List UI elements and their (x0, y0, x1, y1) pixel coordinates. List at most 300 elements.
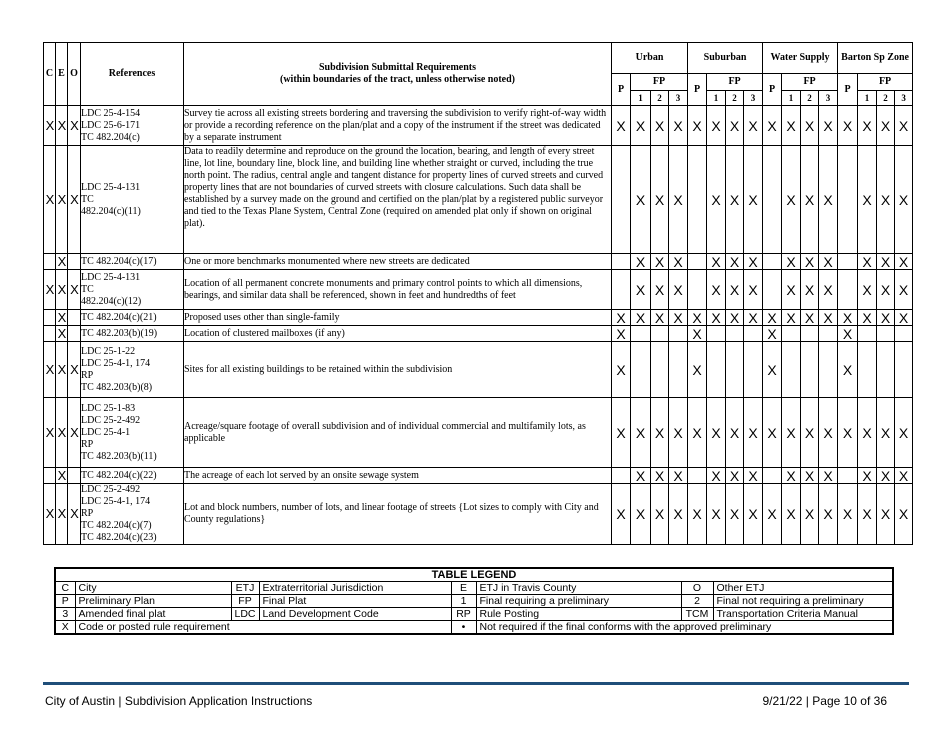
requirement-mark-cell: X (895, 398, 913, 468)
requirement-mark-cell: X (669, 398, 688, 468)
legend-meaning: Not required if the final conforms with the approved preliminary (476, 621, 893, 635)
legend-code: FP (231, 595, 259, 608)
reference-line: TC 482.204(c) (81, 131, 140, 143)
requirement-mark-cell: X (726, 484, 744, 545)
fp-header: FP (631, 74, 688, 91)
requirement-mark-cell: X (877, 310, 895, 326)
requirement-mark-cell: X (651, 310, 669, 326)
requirement-mark-cell: X (726, 270, 744, 310)
jurisdiction-e-cell: X (56, 106, 68, 146)
requirement-mark-cell: X (801, 106, 819, 146)
legend-code: E (451, 582, 476, 595)
jurisdiction-e-cell: X (56, 326, 68, 342)
fp-col-3-header: 3 (669, 91, 688, 106)
fp-col-1-header: 1 (707, 91, 726, 106)
reference-line: TC 482.204(c)(22) (81, 469, 157, 481)
requirement-mark-cell (877, 326, 895, 342)
p-header: P (763, 74, 782, 106)
requirement-mark-cell: X (838, 342, 858, 398)
legend-code: P (55, 595, 75, 608)
requirement-mark-cell: X (707, 254, 726, 270)
table-row (44, 342, 913, 398)
legend-code: LDC (231, 608, 259, 621)
requirement-mark-cell: X (877, 484, 895, 545)
jurisdiction-e-cell: X (56, 146, 68, 254)
legend-meaning: Extraterritorial Jurisdiction (259, 582, 451, 595)
requirement-mark-cell: X (688, 342, 707, 398)
col-o-header: O (68, 43, 81, 106)
fp-col-3-header: 3 (744, 91, 763, 106)
legend-code: TCM (681, 608, 713, 621)
jurisdiction-c-cell: X (44, 146, 56, 254)
requirement-mark-cell (838, 270, 858, 310)
requirement-mark-cell (612, 468, 631, 484)
table-row (44, 270, 913, 310)
legend-row (55, 621, 893, 635)
requirement-mark-cell (612, 146, 631, 254)
requirement-mark-cell: X (763, 342, 782, 398)
requirement-mark-cell: X (726, 106, 744, 146)
reference-line: LDC 25-1-83 (81, 402, 136, 414)
jurisdiction-o-cell: X (68, 270, 81, 310)
legend-row (55, 608, 893, 621)
p-header: P (612, 74, 631, 106)
reference-line: RP (81, 508, 94, 519)
jurisdiction-o-cell: X (68, 484, 81, 545)
requirement-mark-cell: X (688, 106, 707, 146)
requirement-mark-cell (895, 342, 913, 398)
requirement-mark-cell: X (858, 106, 877, 146)
requirement-mark-cell: X (631, 468, 651, 484)
requirement-mark-cell: X (744, 310, 763, 326)
fp-header: FP (782, 74, 838, 91)
reference-line: LDC 25-4-131 (81, 271, 141, 283)
legend-title: TABLE LEGEND (55, 568, 893, 582)
requirement-mark-cell: X (819, 270, 838, 310)
jurisdiction-c-cell: X (44, 270, 56, 310)
table-legend (54, 567, 894, 635)
requirement-mark-cell: X (801, 254, 819, 270)
legend-code: ETJ (231, 582, 259, 595)
requirement-mark-cell (895, 326, 913, 342)
table-row (44, 468, 913, 484)
legend-code: X (55, 621, 75, 635)
requirement-mark-cell: X (763, 326, 782, 342)
requirement-mark-cell (782, 342, 801, 398)
requirement-mark-cell: X (651, 270, 669, 310)
requirement-mark-cell (838, 254, 858, 270)
requirement-mark-cell: X (895, 254, 913, 270)
reference-line: LDC 25-4-1 (81, 426, 131, 438)
legend-row (55, 595, 893, 608)
reference-line: LDC 25-4-154 (81, 107, 141, 119)
requirement-mark-cell (801, 326, 819, 342)
requirement-mark-cell: X (838, 106, 858, 146)
requirement-description: Proposed uses other than single-family (184, 310, 612, 326)
requirement-mark-cell: X (895, 270, 913, 310)
requirement-mark-cell: X (669, 106, 688, 146)
footer-document-title: City of Austin | Subdivision Application Instructions (45, 694, 313, 708)
reference-line: TC 482.203(b)(19) (81, 327, 158, 339)
requirements-header-line2: (within boundaries of the tract, unless otherwise noted) (280, 74, 515, 85)
jurisdiction-c-cell: X (44, 484, 56, 545)
col-c-header: C (44, 43, 56, 106)
references-cell (81, 342, 184, 398)
requirement-mark-cell: X (707, 484, 726, 545)
table-row (44, 254, 913, 270)
requirement-mark-cell: X (744, 146, 763, 254)
jurisdiction-o-cell (68, 254, 81, 270)
requirement-mark-cell: X (763, 310, 782, 326)
requirement-mark-cell: X (895, 146, 913, 254)
requirement-mark-cell: X (801, 398, 819, 468)
fp-col-2-header: 2 (651, 91, 669, 106)
references-cell (81, 310, 184, 326)
requirement-mark-cell (726, 342, 744, 398)
requirement-mark-cell (669, 326, 688, 342)
requirement-description: One or more benchmarks monumented where new streets are dedicated (184, 254, 612, 270)
requirement-mark-cell: X (651, 106, 669, 146)
requirement-mark-cell: X (877, 146, 895, 254)
requirements-header-line1: Subdivision Submittal Requirements (318, 62, 477, 73)
requirement-mark-cell: X (877, 468, 895, 484)
reference-line: LDC 25-6-171 (81, 119, 141, 131)
requirement-mark-cell: X (651, 146, 669, 254)
legend-meaning: Code or posted rule requirement (75, 621, 451, 635)
requirement-mark-cell: X (782, 468, 801, 484)
requirement-mark-cell: X (612, 484, 631, 545)
requirement-mark-cell: X (726, 398, 744, 468)
requirement-mark-cell: X (782, 398, 801, 468)
fp-col-1-header: 1 (782, 91, 801, 106)
requirement-mark-cell: X (877, 106, 895, 146)
requirement-mark-cell: X (782, 106, 801, 146)
requirement-mark-cell (838, 146, 858, 254)
requirement-mark-cell: X (819, 254, 838, 270)
references-cell (81, 146, 184, 254)
jurisdiction-o-cell (68, 468, 81, 484)
requirement-mark-cell: X (782, 146, 801, 254)
table-row (44, 398, 913, 468)
references-cell (81, 106, 184, 146)
jurisdiction-o-cell: X (68, 146, 81, 254)
jurisdiction-c-cell (44, 326, 56, 342)
fp-col-2-header: 2 (877, 91, 895, 106)
requirement-mark-cell: X (707, 106, 726, 146)
requirement-mark-cell: X (858, 484, 877, 545)
requirement-mark-cell: X (612, 326, 631, 342)
requirement-mark-cell: X (895, 468, 913, 484)
requirement-mark-cell (858, 342, 877, 398)
requirement-mark-cell: X (669, 146, 688, 254)
reference-line: TC 482.204(c)(21) (81, 311, 157, 323)
requirement-mark-cell: X (819, 468, 838, 484)
reference-line: TC 482.203(b)(11) (81, 450, 157, 462)
reference-line: 482.204(c)(12) (81, 295, 142, 307)
col-e-header: E (56, 43, 68, 106)
legend-code: RP (451, 608, 476, 621)
requirement-mark-cell (858, 326, 877, 342)
requirement-mark-cell: X (631, 398, 651, 468)
requirement-mark-cell: X (763, 484, 782, 545)
requirement-mark-cell: X (838, 398, 858, 468)
requirement-mark-cell: X (801, 310, 819, 326)
requirement-mark-cell (782, 326, 801, 342)
references-header: References (81, 43, 184, 106)
requirement-mark-cell (763, 270, 782, 310)
jurisdiction-e-cell: X (56, 484, 68, 545)
jurisdiction-e-cell: X (56, 398, 68, 468)
requirement-mark-cell: X (707, 310, 726, 326)
requirement-mark-cell (877, 342, 895, 398)
submittal-requirements-table (43, 42, 913, 545)
requirement-mark-cell: X (763, 398, 782, 468)
requirement-mark-cell: X (782, 270, 801, 310)
requirement-mark-cell (688, 254, 707, 270)
reference-line: LDC 25-1-22 (81, 345, 136, 357)
p-header: P (688, 74, 707, 106)
requirement-mark-cell: X (782, 254, 801, 270)
requirement-mark-cell: X (612, 342, 631, 398)
references-cell (81, 484, 184, 545)
requirement-mark-cell: X (707, 270, 726, 310)
requirement-mark-cell (688, 146, 707, 254)
requirement-mark-cell: X (801, 468, 819, 484)
requirement-mark-cell (744, 326, 763, 342)
requirement-mark-cell (669, 342, 688, 398)
requirement-mark-cell: X (838, 310, 858, 326)
requirements-header (184, 43, 612, 106)
requirement-description: Survey tie across all existing streets bordering and traversing the subdivision to verify right-of-way width or provide a recording reference on the plan/plat and a copy of the instrument if the street was dedicated by a separate instrument (184, 106, 612, 146)
fp-header: FP (707, 74, 763, 91)
reference-line: LDC 25-4-1, 174 (81, 357, 151, 369)
reference-line: TC 482.203(b)(8) (81, 381, 153, 393)
requirement-description: Data to readily determine and reproduce on the ground the location, bearing, and length of every street line, lot line, boundary line, block line, and building line whether straight or curved, including the true north point. The radius, central angle and tangent distance for property lines of curved streets and curved property lines that are not boundaries of curved streets with closure calculations. Such data shall be established by a survey made on the ground and certified on the plan/plat by a registered public surveyor and tied to the Texas Plane System, Central Zone (required on amended plat only if shown on original plat). (184, 146, 612, 254)
legend-code: 3 (55, 608, 75, 621)
requirement-mark-cell: X (895, 484, 913, 545)
fp-col-3-header: 3 (895, 91, 913, 106)
reference-line: 482.204(c)(11) (81, 205, 141, 217)
fp-header: FP (858, 74, 913, 91)
requirement-description: Sites for all existing buildings to be retained within the subdivision (184, 342, 612, 398)
requirement-mark-cell: X (688, 398, 707, 468)
requirement-mark-cell (763, 468, 782, 484)
requirement-mark-cell: X (744, 484, 763, 545)
requirement-mark-cell (651, 342, 669, 398)
requirement-mark-cell: X (669, 310, 688, 326)
jurisdiction-c-cell (44, 468, 56, 484)
requirement-description: Location of clustered mailboxes (if any) (184, 326, 612, 342)
reference-line: TC (81, 193, 94, 205)
requirement-mark-cell: X (877, 254, 895, 270)
legend-bullet-icon: • (451, 621, 476, 635)
requirement-mark-cell: X (669, 254, 688, 270)
requirement-mark-cell: X (669, 484, 688, 545)
jurisdiction-o-cell: X (68, 106, 81, 146)
fp-col-2-header: 2 (801, 91, 819, 106)
requirements-rows (44, 106, 913, 545)
fp-col-1-header: 1 (858, 91, 877, 106)
requirement-mark-cell (612, 270, 631, 310)
requirement-mark-cell: X (651, 484, 669, 545)
requirement-mark-cell (838, 468, 858, 484)
jurisdiction-o-cell: X (68, 342, 81, 398)
references-cell (81, 270, 184, 310)
legend-code: 2 (681, 595, 713, 608)
requirement-mark-cell: X (631, 254, 651, 270)
requirement-mark-cell: X (858, 310, 877, 326)
requirement-mark-cell: X (612, 310, 631, 326)
requirement-mark-cell (819, 326, 838, 342)
requirement-mark-cell (707, 342, 726, 398)
legend-meaning: Transportation Criteria Manual (713, 608, 893, 621)
requirement-mark-cell: X (801, 146, 819, 254)
requirement-mark-cell: X (819, 310, 838, 326)
requirement-mark-cell: X (819, 146, 838, 254)
group-urban-header: Urban (612, 43, 688, 74)
reference-line: TC 482.204(c)(7) (81, 520, 152, 531)
requirement-mark-cell: X (688, 484, 707, 545)
requirement-mark-cell (763, 146, 782, 254)
table-row (44, 326, 913, 342)
jurisdiction-c-cell (44, 254, 56, 270)
requirement-mark-cell: X (669, 468, 688, 484)
requirement-mark-cell (631, 326, 651, 342)
fp-col-3-header: 3 (819, 91, 838, 106)
legend-meaning: ETJ in Travis County (476, 582, 681, 595)
table-row (44, 310, 913, 326)
requirement-mark-cell: X (895, 106, 913, 146)
jurisdiction-e-cell: X (56, 270, 68, 310)
references-cell (81, 254, 184, 270)
group-water-supply-header: Water Supply (763, 43, 838, 74)
requirement-mark-cell: X (744, 398, 763, 468)
jurisdiction-e-cell: X (56, 254, 68, 270)
requirement-mark-cell: X (612, 106, 631, 146)
requirement-mark-cell: X (631, 146, 651, 254)
requirement-mark-cell: X (858, 254, 877, 270)
requirement-mark-cell (688, 270, 707, 310)
table-row (44, 106, 913, 146)
legend-row (55, 582, 893, 595)
requirement-mark-cell (688, 468, 707, 484)
requirement-mark-cell: X (838, 326, 858, 342)
requirement-mark-cell: X (895, 310, 913, 326)
requirement-mark-cell: X (782, 484, 801, 545)
fp-col-2-header: 2 (726, 91, 744, 106)
requirement-mark-cell: X (858, 468, 877, 484)
fp-col-1-header: 1 (631, 91, 651, 106)
legend-meaning: Land Development Code (259, 608, 451, 621)
requirement-mark-cell (744, 342, 763, 398)
requirement-description: Location of all permanent concrete monuments and primary control points to which all dimensions, bearings, and similar data shall be referenced, shown in feet and hundredths of feet (184, 270, 612, 310)
requirement-mark-cell (612, 254, 631, 270)
jurisdiction-c-cell: X (44, 106, 56, 146)
requirement-description: Lot and block numbers, number of lots, and linear footage of streets {Lot sizes to comply with City and County regulations} (184, 484, 612, 545)
requirement-mark-cell: X (744, 468, 763, 484)
reference-line: RP (81, 438, 94, 450)
jurisdiction-e-cell: X (56, 342, 68, 398)
legend-code: C (55, 582, 75, 595)
legend-meaning: Preliminary Plan (75, 595, 231, 608)
jurisdiction-o-cell (68, 310, 81, 326)
requirement-mark-cell: X (707, 468, 726, 484)
legend-meaning: Final not requiring a preliminary (713, 595, 893, 608)
requirement-mark-cell: X (858, 270, 877, 310)
requirement-mark-cell: X (744, 270, 763, 310)
requirement-mark-cell: X (801, 484, 819, 545)
reference-line: RP (81, 369, 94, 381)
jurisdiction-c-cell: X (44, 342, 56, 398)
requirement-mark-cell: X (631, 106, 651, 146)
references-cell (81, 326, 184, 342)
legend-code: 1 (451, 595, 476, 608)
requirement-mark-cell: X (707, 398, 726, 468)
requirement-mark-cell: X (612, 398, 631, 468)
requirement-mark-cell: X (688, 310, 707, 326)
jurisdiction-o-cell (68, 326, 81, 342)
reference-line: LDC 25-4-1, 174 (81, 496, 151, 507)
requirement-mark-cell: X (801, 270, 819, 310)
table-row (44, 146, 913, 254)
reference-line: LDC 25-2-492 (81, 414, 141, 426)
requirement-mark-cell (726, 326, 744, 342)
requirement-mark-cell: X (877, 398, 895, 468)
requirement-mark-cell: X (782, 310, 801, 326)
legend-meaning: Amended final plat (75, 608, 231, 621)
jurisdiction-o-cell: X (68, 398, 81, 468)
requirement-mark-cell: X (858, 146, 877, 254)
references-cell (81, 468, 184, 484)
requirement-mark-cell: X (744, 254, 763, 270)
requirement-mark-cell: X (669, 270, 688, 310)
requirement-mark-cell: X (631, 270, 651, 310)
legend-body (55, 568, 893, 634)
requirement-description: Acreage/square footage of overall subdivision and of individual commercial and multifamily lots, as applicable (184, 398, 612, 468)
requirement-mark-cell: X (726, 468, 744, 484)
table-row (44, 484, 913, 545)
footer-page-info: 9/21/22 | Page 10 of 36 (762, 694, 887, 708)
reference-line: TC 482.204(c)(23) (81, 532, 157, 543)
requirement-mark-cell: X (819, 398, 838, 468)
legend-meaning: Final Plat (259, 595, 451, 608)
jurisdiction-e-cell: X (56, 310, 68, 326)
requirement-mark-cell (631, 342, 651, 398)
requirement-description: The acreage of each lot served by an onsite sewage system (184, 468, 612, 484)
requirement-mark-cell: X (819, 484, 838, 545)
requirement-mark-cell (707, 326, 726, 342)
footer-rule (43, 682, 909, 685)
requirement-mark-cell: X (651, 398, 669, 468)
requirement-mark-cell: X (763, 106, 782, 146)
jurisdiction-c-cell (44, 310, 56, 326)
requirement-mark-cell: X (651, 468, 669, 484)
legend-meaning: Rule Posting (476, 608, 681, 621)
requirement-mark-cell: X (651, 254, 669, 270)
reference-line: LDC 25-4-131 (81, 181, 141, 193)
jurisdiction-c-cell: X (44, 398, 56, 468)
requirement-mark-cell (801, 342, 819, 398)
reference-line: TC 482.204(c)(17) (81, 255, 157, 267)
requirement-mark-cell: X (744, 106, 763, 146)
group-barton-header: Barton Sp Zone (838, 43, 913, 74)
legend-meaning: Other ETJ (713, 582, 893, 595)
requirement-mark-cell: X (726, 310, 744, 326)
reference-line: TC (81, 283, 94, 295)
requirement-mark-cell (763, 254, 782, 270)
requirement-mark-cell: X (858, 398, 877, 468)
requirement-mark-cell: X (631, 310, 651, 326)
